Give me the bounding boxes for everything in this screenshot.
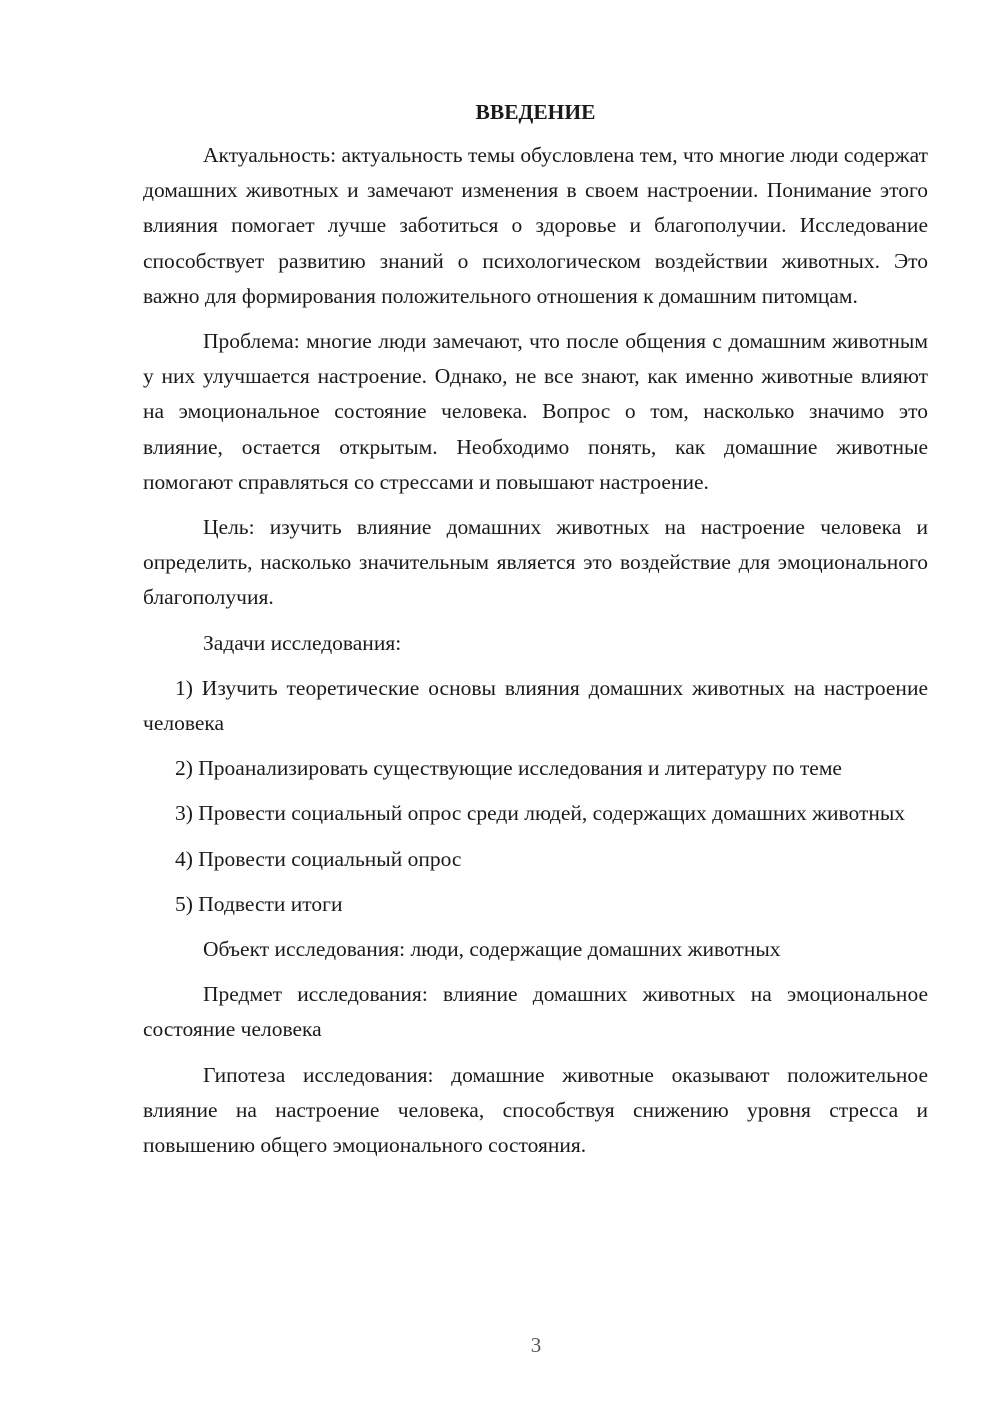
list-item: 4) Провести социальный опрос [175,846,462,871]
page-title: ВВЕДЕНИЕ [475,100,596,124]
tasks-list [143,671,928,922]
page-number: 3 [530,1333,542,1357]
relevance-paragraph: Актуальность: актуальность темы обусловлена тем, что многие люди содержат домашних животных и замечают изменения в своем настроении. Понимание этого влияния помогает лучше заботиться о здоровье и благополучии. Исследование способствует развитию знаний о психологическом воздействии животных. Это важно для формирования положительного отношения к домашним питомцам. [143,143,928,308]
list-item: 5) Подвести итоги [175,891,343,916]
list-item: 2) Проанализировать существующие исследования и литературу по теме [175,756,842,781]
hypothesis-paragraph: Гипотеза исследования: домашние животные оказывают положительное влияние на настроение человека, способствуя снижению уровня стресса и повышению общего эмоционального состояния. [143,1062,928,1158]
list-item: 1) Изучить теоретические основы влияния домашних животных на настроение человека [143,675,928,736]
object-paragraph: Объект исследования: люди, содержащие домашних животных [203,937,781,962]
goal-paragraph: Цель: изучить влияние домашних животных на настроение человека и определить, насколько значительным является это воздействие для эмоционального благополучия. [143,515,928,610]
problem-paragraph: Проблема: многие люди замечают, что после общения с домашним животным у них улучшается настроение. Однако, не все знают, как именно животные влияют на эмоциональное состояние человека. Вопрос о том, насколько значимо это влияние, остается открытым. Необходимо понять, как домашние животные помогают справляться со стрессами и повышают настроение. [143,329,928,494]
subject-paragraph: Предмет исследования: влияние домашних животных на эмоциональное состояние человека [143,982,928,1042]
list-item: 3) Провести социальный опрос среди людей, содержащих домашних животных [175,801,906,826]
tasks-heading: Задачи исследования: [203,630,402,655]
document-page [143,96,928,1173]
